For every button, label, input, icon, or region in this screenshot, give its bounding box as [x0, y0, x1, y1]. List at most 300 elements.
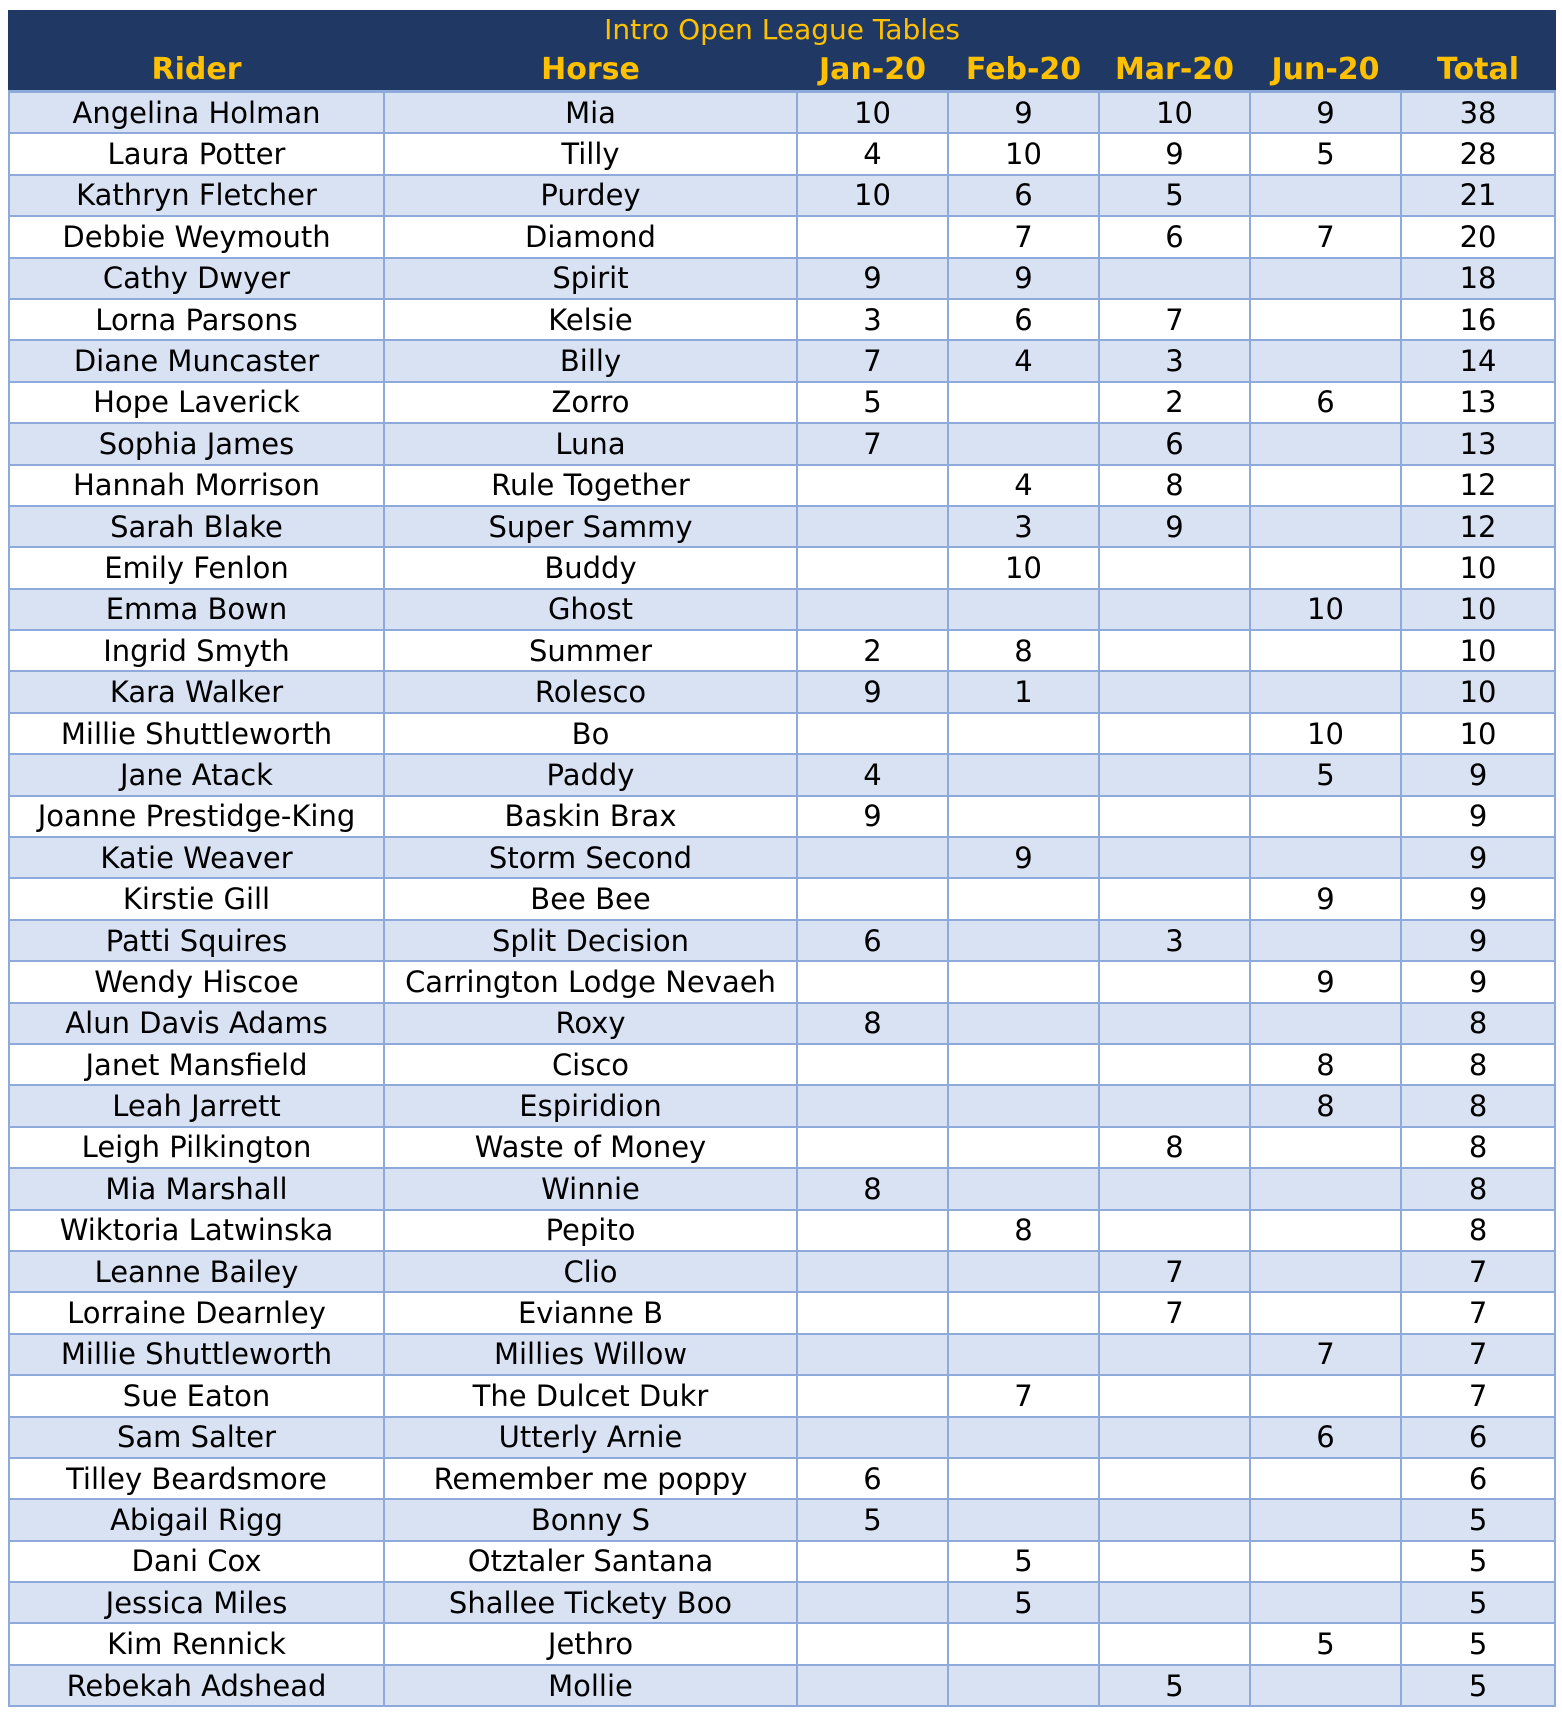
cell-jan — [797, 506, 948, 547]
cell-jun: 7 — [1250, 1334, 1401, 1375]
cell-feb — [948, 1499, 1099, 1540]
table-row — [9, 1458, 1555, 1499]
title-row — [9, 11, 1555, 49]
cell-jun: 10 — [1250, 589, 1401, 630]
cell-jun — [1250, 1582, 1401, 1623]
cell-feb — [948, 796, 1099, 837]
cell-jan: 5 — [797, 1499, 948, 1540]
cell-horse: Mollie — [384, 1665, 797, 1706]
cell-jan — [797, 1210, 948, 1251]
cell-jun: 8 — [1250, 1044, 1401, 1085]
table-row — [9, 1168, 1555, 1209]
cell-total: 18 — [1401, 258, 1555, 299]
cell-jun — [1250, 1458, 1401, 1499]
cell-jan — [797, 837, 948, 878]
cell-total: 14 — [1401, 340, 1555, 381]
table-row — [9, 1623, 1555, 1664]
cell-mar — [1099, 1334, 1250, 1375]
cell-feb — [948, 878, 1099, 919]
cell-rider: Wendy Hiscoe — [9, 961, 384, 1002]
cell-rider: Emily Fenlon — [9, 547, 384, 588]
cell-jan — [797, 589, 948, 630]
cell-jun — [1250, 630, 1401, 671]
cell-horse: Clio — [384, 1251, 797, 1292]
cell-horse: Baskin Brax — [384, 796, 797, 837]
table-row — [9, 920, 1555, 961]
table-row — [9, 506, 1555, 547]
cell-horse: Shallee Tickety Boo — [384, 1582, 797, 1623]
table-row — [9, 1541, 1555, 1582]
cell-jun — [1250, 299, 1401, 340]
cell-rider: Leanne Bailey — [9, 1251, 384, 1292]
cell-jun — [1250, 1665, 1401, 1706]
cell-total: 21 — [1401, 175, 1555, 216]
cell-jun: 9 — [1250, 961, 1401, 1002]
cell-mar — [1099, 878, 1250, 919]
cell-jun — [1250, 175, 1401, 216]
cell-total: 5 — [1401, 1665, 1555, 1706]
cell-total: 9 — [1401, 796, 1555, 837]
cell-rider: Lorraine Dearnley — [9, 1292, 384, 1333]
cell-mar — [1099, 1085, 1250, 1126]
cell-mar — [1099, 754, 1250, 795]
cell-mar — [1099, 961, 1250, 1002]
cell-total: 5 — [1401, 1623, 1555, 1664]
cell-horse: Storm Second — [384, 837, 797, 878]
cell-mar — [1099, 1210, 1250, 1251]
table-row — [9, 340, 1555, 381]
cell-feb — [948, 961, 1099, 1002]
cell-feb: 9 — [948, 92, 1099, 134]
cell-feb: 4 — [948, 465, 1099, 506]
cell-mar: 9 — [1099, 506, 1250, 547]
cell-mar — [1099, 547, 1250, 588]
table-body — [9, 92, 1555, 1707]
cell-jan — [797, 1623, 948, 1664]
cell-mar: 3 — [1099, 340, 1250, 381]
cell-mar — [1099, 1623, 1250, 1664]
cell-total: 10 — [1401, 547, 1555, 588]
cell-feb — [948, 382, 1099, 423]
cell-total: 12 — [1401, 506, 1555, 547]
cell-jan — [797, 1085, 948, 1126]
cell-jan — [797, 547, 948, 588]
cell-horse: Diamond — [384, 216, 797, 257]
cell-mar — [1099, 1168, 1250, 1209]
table-row — [9, 175, 1555, 216]
cell-jan — [797, 713, 948, 754]
cell-mar — [1099, 671, 1250, 712]
cell-feb — [948, 423, 1099, 464]
cell-jan — [797, 878, 948, 919]
cell-jan: 6 — [797, 920, 948, 961]
table-row — [9, 258, 1555, 299]
cell-total: 8 — [1401, 1168, 1555, 1209]
cell-mar: 6 — [1099, 216, 1250, 257]
cell-horse: Jethro — [384, 1623, 797, 1664]
table-row — [9, 713, 1555, 754]
cell-total: 9 — [1401, 837, 1555, 878]
league-table-sheet — [8, 10, 1554, 1707]
cell-horse: Utterly Arnie — [384, 1417, 797, 1458]
header-mar: Mar-20 — [1099, 49, 1250, 92]
cell-mar — [1099, 1044, 1250, 1085]
cell-jun: 5 — [1250, 133, 1401, 174]
cell-feb — [948, 1127, 1099, 1168]
cell-total: 12 — [1401, 465, 1555, 506]
table-row — [9, 837, 1555, 878]
cell-jan: 9 — [797, 796, 948, 837]
table-row — [9, 1085, 1555, 1126]
cell-total: 8 — [1401, 1127, 1555, 1168]
cell-horse: Roxy — [384, 1003, 797, 1044]
table-row — [9, 961, 1555, 1002]
cell-jun — [1250, 796, 1401, 837]
cell-rider: Kara Walker — [9, 671, 384, 712]
cell-jun — [1250, 1127, 1401, 1168]
cell-feb — [948, 1417, 1099, 1458]
table-row — [9, 1044, 1555, 1085]
cell-jun: 9 — [1250, 92, 1401, 134]
cell-jun: 5 — [1250, 1623, 1401, 1664]
cell-horse: Kelsie — [384, 299, 797, 340]
cell-jan — [797, 1292, 948, 1333]
cell-jan: 9 — [797, 258, 948, 299]
cell-feb: 8 — [948, 1210, 1099, 1251]
table-row — [9, 671, 1555, 712]
cell-rider: Abigail Rigg — [9, 1499, 384, 1540]
cell-jan: 4 — [797, 754, 948, 795]
cell-total: 13 — [1401, 423, 1555, 464]
cell-mar: 8 — [1099, 465, 1250, 506]
cell-jun — [1250, 1003, 1401, 1044]
cell-jun — [1250, 1168, 1401, 1209]
cell-mar: 2 — [1099, 382, 1250, 423]
cell-mar: 3 — [1099, 920, 1250, 961]
table-row — [9, 1417, 1555, 1458]
cell-jun — [1250, 1292, 1401, 1333]
cell-total: 6 — [1401, 1417, 1555, 1458]
cell-jun — [1250, 258, 1401, 299]
cell-feb: 7 — [948, 216, 1099, 257]
cell-horse: The Dulcet Dukr — [384, 1375, 797, 1416]
header-horse: Horse — [384, 49, 797, 92]
cell-feb: 10 — [948, 133, 1099, 174]
cell-jun: 8 — [1250, 1085, 1401, 1126]
cell-horse: Billy — [384, 340, 797, 381]
cell-total: 16 — [1401, 299, 1555, 340]
cell-horse: Bo — [384, 713, 797, 754]
cell-total: 7 — [1401, 1292, 1555, 1333]
cell-jan: 6 — [797, 1458, 948, 1499]
cell-jun: 6 — [1250, 1417, 1401, 1458]
cell-horse: Purdey — [384, 175, 797, 216]
table-row — [9, 1334, 1555, 1375]
table-row — [9, 1375, 1555, 1416]
cell-horse: Evianne B — [384, 1292, 797, 1333]
cell-total: 7 — [1401, 1334, 1555, 1375]
cell-mar — [1099, 1375, 1250, 1416]
cell-jun: 10 — [1250, 713, 1401, 754]
cell-total: 5 — [1401, 1582, 1555, 1623]
cell-jan — [797, 1582, 948, 1623]
table-row — [9, 630, 1555, 671]
cell-feb: 3 — [948, 506, 1099, 547]
cell-mar — [1099, 837, 1250, 878]
cell-jan — [797, 1334, 948, 1375]
cell-mar — [1099, 1541, 1250, 1582]
cell-jan — [797, 1541, 948, 1582]
cell-rider: Joanne Prestidge-King — [9, 796, 384, 837]
cell-rider: Rebekah Adshead — [9, 1665, 384, 1706]
cell-rider: Jane Atack — [9, 754, 384, 795]
cell-rider: Wiktoria Latwinska — [9, 1210, 384, 1251]
cell-rider: Sue Eaton — [9, 1375, 384, 1416]
cell-feb: 9 — [948, 258, 1099, 299]
table-row — [9, 299, 1555, 340]
cell-total: 10 — [1401, 589, 1555, 630]
cell-total: 5 — [1401, 1499, 1555, 1540]
cell-feb: 6 — [948, 175, 1099, 216]
cell-horse: Mia — [384, 92, 797, 134]
cell-feb: 9 — [948, 837, 1099, 878]
cell-jun — [1250, 423, 1401, 464]
cell-rider: Diane Muncaster — [9, 340, 384, 381]
cell-jan — [797, 1665, 948, 1706]
cell-rider: Sophia James — [9, 423, 384, 464]
cell-feb: 7 — [948, 1375, 1099, 1416]
cell-rider: Laura Potter — [9, 133, 384, 174]
cell-total: 10 — [1401, 671, 1555, 712]
cell-mar — [1099, 1417, 1250, 1458]
cell-mar — [1099, 1458, 1250, 1499]
cell-rider: Hannah Morrison — [9, 465, 384, 506]
table-row — [9, 216, 1555, 257]
cell-total: 20 — [1401, 216, 1555, 257]
cell-jun — [1250, 920, 1401, 961]
cell-feb — [948, 1044, 1099, 1085]
cell-rider: Sam Salter — [9, 1417, 384, 1458]
header-jun: Jun-20 — [1250, 49, 1401, 92]
cell-total: 9 — [1401, 920, 1555, 961]
cell-horse: Split Decision — [384, 920, 797, 961]
table-row — [9, 878, 1555, 919]
cell-jun: 6 — [1250, 382, 1401, 423]
cell-feb — [948, 1334, 1099, 1375]
cell-jan: 8 — [797, 1003, 948, 1044]
cell-rider: Sarah Blake — [9, 506, 384, 547]
cell-feb: 1 — [948, 671, 1099, 712]
cell-rider: Alun Davis Adams — [9, 1003, 384, 1044]
cell-jan: 7 — [797, 423, 948, 464]
cell-jan: 3 — [797, 299, 948, 340]
table-row — [9, 1582, 1555, 1623]
cell-mar — [1099, 258, 1250, 299]
cell-jan: 5 — [797, 382, 948, 423]
cell-total: 7 — [1401, 1375, 1555, 1416]
cell-rider: Lorna Parsons — [9, 299, 384, 340]
header-rider: Rider — [9, 49, 384, 92]
cell-jan — [797, 961, 948, 1002]
table-row — [9, 589, 1555, 630]
table-row — [9, 547, 1555, 588]
cell-jun — [1250, 1375, 1401, 1416]
cell-jun — [1250, 671, 1401, 712]
cell-jun — [1250, 547, 1401, 588]
cell-mar: 7 — [1099, 1292, 1250, 1333]
header-row — [9, 49, 1555, 92]
cell-horse: Carrington Lodge Nevaeh — [384, 961, 797, 1002]
cell-mar: 7 — [1099, 1251, 1250, 1292]
cell-mar — [1099, 630, 1250, 671]
cell-feb — [948, 754, 1099, 795]
cell-mar: 5 — [1099, 1665, 1250, 1706]
cell-jan — [797, 216, 948, 257]
cell-rider: Jessica Miles — [9, 1582, 384, 1623]
cell-horse: Rule Together — [384, 465, 797, 506]
cell-feb: 6 — [948, 299, 1099, 340]
cell-horse: Summer — [384, 630, 797, 671]
cell-rider: Mia Marshall — [9, 1168, 384, 1209]
cell-horse: Millies Willow — [384, 1334, 797, 1375]
cell-jan: 4 — [797, 133, 948, 174]
cell-total: 13 — [1401, 382, 1555, 423]
cell-feb: 10 — [948, 547, 1099, 588]
cell-jan: 9 — [797, 671, 948, 712]
cell-rider: Debbie Weymouth — [9, 216, 384, 257]
cell-jan — [797, 1417, 948, 1458]
cell-mar — [1099, 1499, 1250, 1540]
table-row — [9, 754, 1555, 795]
cell-total: 10 — [1401, 713, 1555, 754]
cell-jan: 8 — [797, 1168, 948, 1209]
table-row — [9, 465, 1555, 506]
table-row — [9, 382, 1555, 423]
cell-mar — [1099, 713, 1250, 754]
cell-jan: 10 — [797, 175, 948, 216]
cell-feb — [948, 589, 1099, 630]
table-row — [9, 1499, 1555, 1540]
cell-horse: Buddy — [384, 547, 797, 588]
cell-horse: Rolesco — [384, 671, 797, 712]
cell-feb — [948, 1458, 1099, 1499]
table-row — [9, 423, 1555, 464]
cell-jan — [797, 465, 948, 506]
cell-total: 5 — [1401, 1541, 1555, 1582]
cell-horse: Paddy — [384, 754, 797, 795]
cell-rider: Kathryn Fletcher — [9, 175, 384, 216]
cell-jun — [1250, 340, 1401, 381]
cell-feb — [948, 1003, 1099, 1044]
cell-rider: Janet Mansfield — [9, 1044, 384, 1085]
cell-total: 9 — [1401, 961, 1555, 1002]
table-title: Intro Open League Tables — [9, 11, 1555, 49]
cell-feb — [948, 713, 1099, 754]
cell-jun: 5 — [1250, 754, 1401, 795]
cell-horse: Tilly — [384, 133, 797, 174]
cell-feb — [948, 920, 1099, 961]
cell-jan: 10 — [797, 92, 948, 134]
cell-total: 8 — [1401, 1044, 1555, 1085]
table-row — [9, 1003, 1555, 1044]
cell-horse: Cisco — [384, 1044, 797, 1085]
cell-rider: Dani Cox — [9, 1541, 384, 1582]
cell-feb: 8 — [948, 630, 1099, 671]
cell-jun — [1250, 1499, 1401, 1540]
cell-rider: Tilley Beardsmore — [9, 1458, 384, 1499]
cell-rider: Leah Jarrett — [9, 1085, 384, 1126]
header-feb: Feb-20 — [948, 49, 1099, 92]
cell-mar: 5 — [1099, 175, 1250, 216]
cell-rider: Millie Shuttleworth — [9, 1334, 384, 1375]
cell-total: 9 — [1401, 878, 1555, 919]
cell-mar: 9 — [1099, 133, 1250, 174]
cell-jun — [1250, 1251, 1401, 1292]
table-row — [9, 92, 1555, 134]
cell-jan: 2 — [797, 630, 948, 671]
cell-feb — [948, 1292, 1099, 1333]
cell-jan — [797, 1044, 948, 1085]
cell-rider: Millie Shuttleworth — [9, 713, 384, 754]
cell-mar — [1099, 796, 1250, 837]
cell-jan — [797, 1251, 948, 1292]
cell-jan — [797, 1375, 948, 1416]
cell-rider: Cathy Dwyer — [9, 258, 384, 299]
cell-jan — [797, 1127, 948, 1168]
cell-horse: Winnie — [384, 1168, 797, 1209]
cell-rider: Kim Rennick — [9, 1623, 384, 1664]
cell-total: 10 — [1401, 630, 1555, 671]
table-row — [9, 133, 1555, 174]
header-jan: Jan-20 — [797, 49, 948, 92]
cell-feb: 5 — [948, 1582, 1099, 1623]
cell-total: 28 — [1401, 133, 1555, 174]
table-row — [9, 1127, 1555, 1168]
cell-horse: Remember me poppy — [384, 1458, 797, 1499]
cell-total: 7 — [1401, 1251, 1555, 1292]
cell-horse: Espiridion — [384, 1085, 797, 1126]
cell-horse: Ghost — [384, 589, 797, 630]
cell-rider: Emma Bown — [9, 589, 384, 630]
cell-total: 9 — [1401, 754, 1555, 795]
table-row — [9, 796, 1555, 837]
cell-total: 8 — [1401, 1085, 1555, 1126]
cell-mar — [1099, 1582, 1250, 1623]
cell-jun — [1250, 506, 1401, 547]
cell-feb: 5 — [948, 1541, 1099, 1582]
table-row — [9, 1210, 1555, 1251]
cell-total: 38 — [1401, 92, 1555, 134]
cell-horse: Zorro — [384, 382, 797, 423]
cell-feb — [948, 1085, 1099, 1126]
cell-rider: Angelina Holman — [9, 92, 384, 134]
cell-feb: 4 — [948, 340, 1099, 381]
cell-horse: Bonny S — [384, 1499, 797, 1540]
cell-horse: Otztaler Santana — [384, 1541, 797, 1582]
cell-feb — [948, 1665, 1099, 1706]
cell-jun — [1250, 1210, 1401, 1251]
cell-total: 8 — [1401, 1210, 1555, 1251]
cell-total: 8 — [1401, 1003, 1555, 1044]
cell-rider: Katie Weaver — [9, 837, 384, 878]
cell-horse: Spirit — [384, 258, 797, 299]
cell-mar: 8 — [1099, 1127, 1250, 1168]
cell-horse: Bee Bee — [384, 878, 797, 919]
cell-feb — [948, 1623, 1099, 1664]
cell-jun — [1250, 1541, 1401, 1582]
cell-mar: 10 — [1099, 92, 1250, 134]
table-row — [9, 1251, 1555, 1292]
